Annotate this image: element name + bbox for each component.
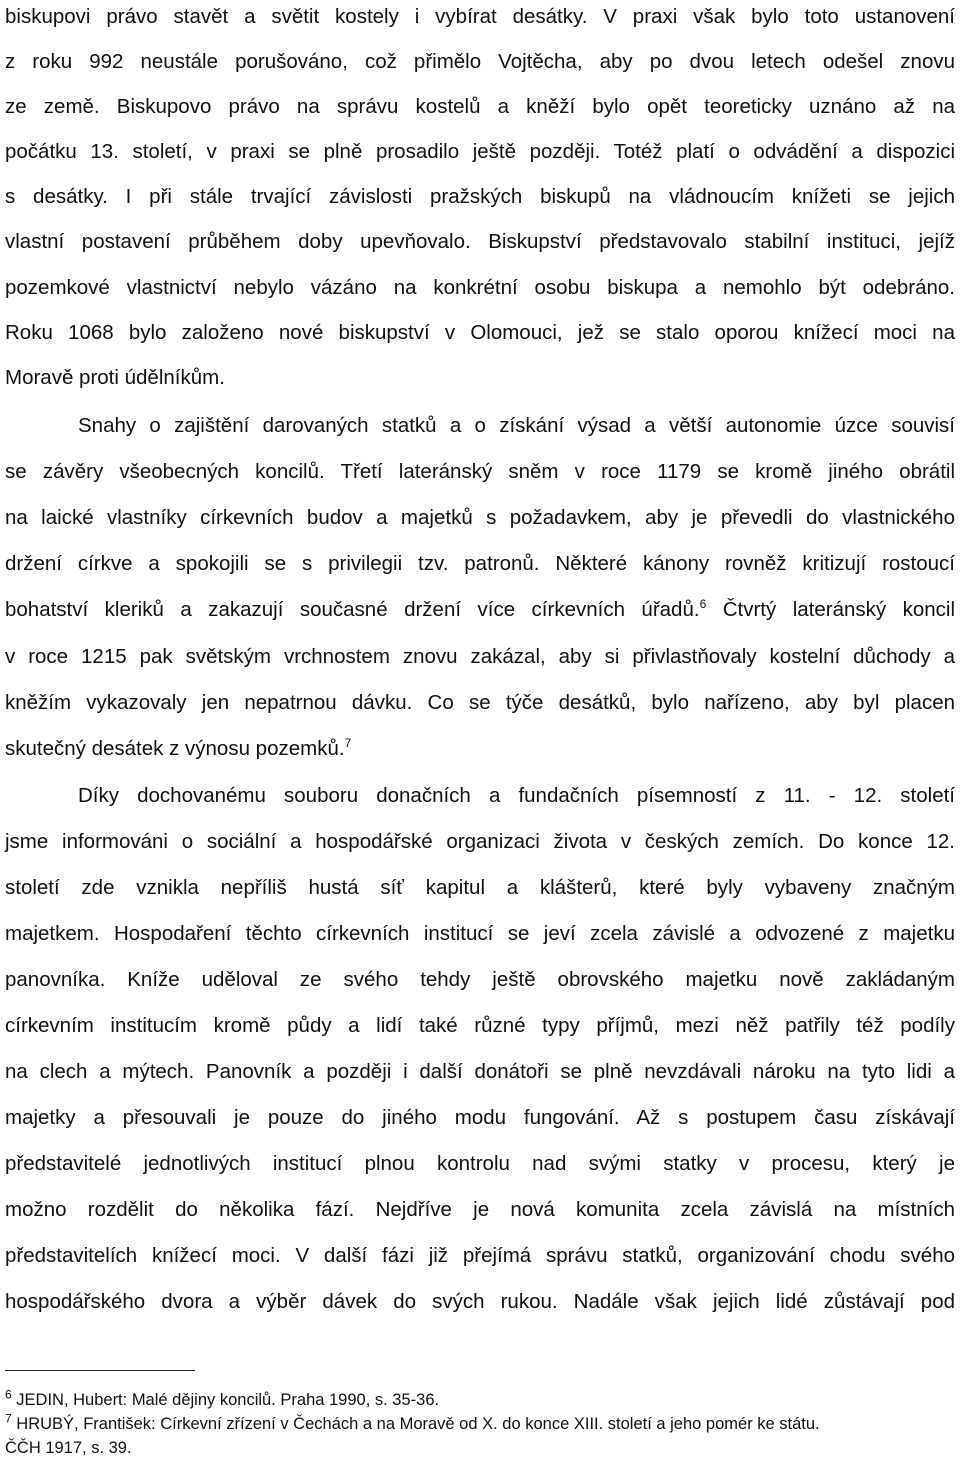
body-line-text: bohatství kleriků a zakazují současné držení více církevních úřadů. [5,598,700,621]
body-line: biskupovi právo stavět a světit kostely i vybírat desátky. V praxi však bylo toto ustanovení [5,5,955,28]
footnote-text: HRUBÝ, František: Církevní zřízení v Čechách a na Moravě od X. do konce XIII. století a jeho pomér ke státu. [16,1415,820,1433]
footnote-7 [5,1411,955,1434]
footnote-7-continued: ČČH 1917, s. 39. [5,1439,132,1457]
body-line: na clech a mýtech. Panovník a později i další donátoři se plně nevzdávali nároku na tyto lidi a [5,1060,955,1083]
body-line: Moravě proti údělníkům. [5,366,225,389]
footnote-ref-6: 6 [699,597,707,612]
body-line: s desátky. I při stále trvající závislosti pražských biskupů na vládnoucím knížeti se jejich [5,185,955,208]
body-line: možno rozdělit do několika fází. Nejdříve je nová komunita zcela závislá na místních [5,1198,955,1221]
body-line-text: skutečný desátek z výnosu pozemků. [5,737,345,760]
body-line: představitelé jednotlivých institucí plnou kontrolu nad svými statky v procesu, který je [5,1152,955,1175]
body-line: ze země. Biskupovo právo na správu kostelů a kněží bylo opět teoreticky uznáno až na [5,95,955,118]
footnote-number: 7 [5,1411,12,1426]
paragraph-start-line: Díky dochovanému souboru donačních a fundačních písemností z 11. - 12. století [78,784,955,807]
body-line: Roku 1068 bylo založeno nové biskupství v Olomouci, jež se stalo oporou knížecí moci na [5,321,955,344]
body-line: se závěry všeobecných koncilů. Třetí lateránský sněm v roce 1179 se kromě jiného obrátil [5,460,955,483]
body-line: z roku 992 neustále porušováno, což přimělo Vojtěcha, aby po dvou letech odešel znovu [5,50,955,73]
body-line: představitelích knížecí moci. V další fázi již přejímá správu statků, organizování chodu svého [5,1244,955,1267]
body-line: majetky a přesouvali je pouze do jiného modu fungování. Až s postupem času získávají [5,1106,955,1129]
footnote-separator [5,1370,195,1371]
body-line-text: Čtvrtý lateránský koncil [722,598,955,621]
body-line: pozemkové vlastnictví nebylo vázáno na konkrétní osobu biskupa a nemohlo být odebráno. [5,276,955,299]
footnote-text: JEDIN, Hubert: Malé dějiny koncilů. Praha 1990, s. 35-36. [16,1391,440,1409]
body-line: hospodářského dvora a výběr dávek do svých rukou. Nadále však jejich lidé zůstávají pod [5,1290,955,1313]
body-line: století zde vznikla nepříliš hustá síť kapitul a klášterů, které byly vybaveny značným [5,876,955,899]
body-line: na laické vlastníky církevních budov a majetků s požadavkem, aby je převedli do vlastnického [5,506,955,529]
body-line: kněžím vykazovaly jen nepatrnou dávku. Co se týče desátků, bylo nařízeno, aby byl placen [5,691,955,714]
paragraph-start-line: Snahy o zajištění darovaných statků a o získání výsad a větší autonomie úzce souvisí [78,414,955,437]
body-line: jsme informováni o sociální a hospodářské organizaci života v českých zemích. Do konce 12. [5,830,955,853]
body-line-with-footnote [5,737,351,761]
body-line: počátku 13. století, v praxi se plně prosadilo ještě později. Totéž platí o odvádění a dispozici [5,140,955,163]
body-line: panovníka. Kníže uděloval ze svého tehdy ještě obrovského majetku nově zakládaným [5,968,955,991]
footnote-ref-7: 7 [344,736,352,751]
body-line: v roce 1215 pak světským vrchnostem znovu zakázal, aby si přivlastňovaly kostelní důchody a [5,645,955,668]
body-line: majetkem. Hospodaření těchto církevních institucí se jeví zcela závislé a odvozené z majetku [5,922,955,945]
body-line-with-footnote [5,598,955,622]
body-line: církevním institucím kromě půdy a lidí také různé typy příjmů, mezi něž patřily též podíly [5,1014,955,1037]
body-line: držení církve a spokojili se s privilegii tzv. patronů. Některé kánony rovněž kritizují rostoucí [5,552,955,575]
body-line: vlastní postavení průběhem doby upevňovalo. Biskupství představovalo stabilní instituci, jejíž [5,230,955,253]
footnote-number: 6 [5,1387,12,1402]
footnote-6 [5,1387,955,1410]
